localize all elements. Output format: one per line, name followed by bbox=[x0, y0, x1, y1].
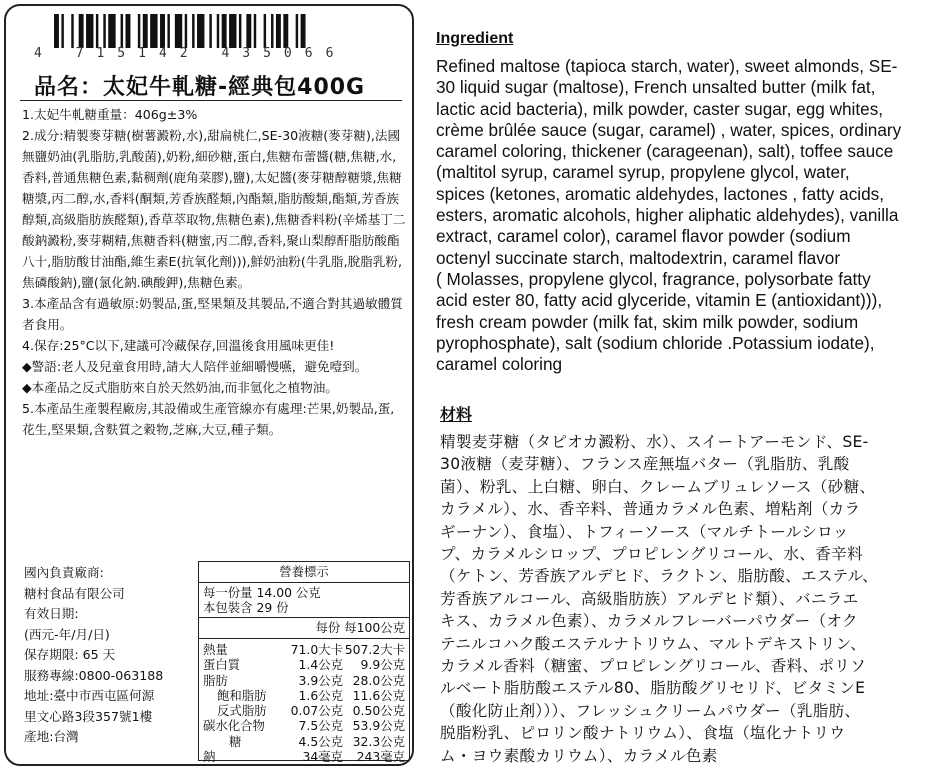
nutrition-row bbox=[199, 718, 409, 733]
japanese-heading: 材料 bbox=[440, 405, 473, 424]
ingredient-heading: Ingredient bbox=[436, 30, 514, 47]
nutrient-per-serving: 1.6公克 bbox=[298, 687, 343, 703]
barcode-bar bbox=[276, 14, 281, 48]
maker-line: 地址:臺中市西屯區何源 bbox=[24, 688, 155, 703]
maker-line: 保存期限: 65 天 bbox=[24, 647, 116, 662]
nutrition-row bbox=[199, 642, 409, 657]
barcode-bar bbox=[296, 14, 298, 48]
nutrient-per-serving: 3.9公克 bbox=[298, 672, 343, 688]
japanese-ingredient-line: ギーナン）、食塩）、トフィーソース（マルチトールシロッ bbox=[440, 522, 849, 541]
nutrient-per-serving: 4.5公克 bbox=[298, 733, 343, 749]
barcode-bar bbox=[96, 14, 98, 48]
nutrition-row bbox=[199, 673, 409, 688]
japanese-ingredient-line: キス、カラメル色素）、カラメルフレーバーパウダー（オク bbox=[440, 612, 858, 631]
nutrient-per-serving: 71.0大卡 bbox=[290, 642, 343, 657]
label-item-allergens: 3.本產品含有過敏原:奶製品,蛋,堅果類及其製品,不適合對其過敏體質者食用。 bbox=[22, 296, 403, 332]
ingredient-line: caramel coloring bbox=[436, 354, 563, 375]
japanese-ingredient-line: 30液糖（麦芽糖）、フランス産無塩バター（乳脂肪、乳酸 bbox=[440, 455, 850, 474]
nutrition-row bbox=[199, 749, 409, 764]
nutrition-row bbox=[199, 657, 409, 672]
barcode-bar bbox=[86, 14, 93, 48]
nutrient-name: 碳水化合物 bbox=[203, 718, 265, 734]
japanese-ingredient-line: 菌）、粉乳、上白糖、卵白、クレームブリュレソース（砂糖、 bbox=[440, 477, 876, 496]
barcode-bar bbox=[54, 14, 59, 48]
nutrition-column-header: 每份 每100公克 bbox=[199, 618, 409, 639]
barcode-bar bbox=[121, 14, 123, 48]
barcode-bar bbox=[103, 14, 105, 48]
ingredient-text bbox=[436, 56, 934, 375]
barcode-bar bbox=[79, 14, 84, 48]
label-item-weight: 1.太妃牛軋糖重量：406g±3% bbox=[22, 107, 198, 122]
nutrient-per-serving: 34毫克 bbox=[302, 749, 343, 765]
nutrient-per-100g: 53.9公克 bbox=[352, 718, 405, 734]
nutrient-name: 糖 bbox=[229, 733, 242, 749]
barcode-bar bbox=[185, 14, 187, 48]
barcode-bar bbox=[108, 14, 115, 48]
nutrition-row bbox=[199, 688, 409, 703]
japanese-ingredient-text bbox=[440, 431, 934, 767]
barcode-bar bbox=[246, 14, 251, 48]
nutrition-title: 營養標示 bbox=[199, 562, 409, 583]
nutrition-table bbox=[198, 561, 410, 765]
ingredient-line: Refined maltose (tapioca starch, water), sweet almonds, SE- bbox=[436, 56, 898, 76]
label-item-facility: 5.本產品生產製程廠房,其設備或生產管線亦有處理:芒果,奶製品,蛋,花生,堅果類,含麩質之穀物,芝麻,大豆,種子類。 bbox=[22, 401, 395, 437]
nutrient-name: 脂肪 bbox=[203, 672, 228, 688]
nutrition-rows bbox=[199, 639, 409, 764]
nutrient-per-100g: 32.3公克 bbox=[352, 733, 405, 749]
barcode-bar bbox=[229, 14, 236, 48]
maker-line: 里文心路3段357號1樓 bbox=[24, 708, 153, 724]
serving-size: 每一份量 14.00 公克 bbox=[203, 585, 321, 600]
ingredient-line: caramel coloring, thickener (carageenan), salt), toffee sauce bbox=[436, 141, 894, 162]
japanese-ingredient-line: テニルコハク酸エステルナトリウム、マルトデキストリン、 bbox=[440, 634, 867, 653]
japanese-ingredient-line: 芳香族アルコール、高級脂肪族）アルデヒド類）、バニラエ bbox=[440, 589, 859, 608]
barcode-image bbox=[54, 14, 308, 48]
nutrient-per-serving: 7.5公克 bbox=[298, 718, 343, 734]
ingredient-line: esters, aromatic alcohols, higher aliphatic aldehydes), vanilla bbox=[436, 205, 899, 226]
nutrient-per-100g: 28.0公克 bbox=[352, 672, 405, 688]
barcode-bar bbox=[239, 14, 241, 48]
ingredient-line: ( Molasses, propylene glycol, fragrance, polysorbate fatty bbox=[436, 268, 871, 289]
nutrient-per-serving: 1.4公克 bbox=[298, 657, 343, 673]
nutrient-per-100g: 507.2大卡 bbox=[344, 642, 405, 657]
label-item-ingredients: 2.成分:精製麥芽糖(樹薯澱粉,水),甜扁桃仁,SE-30液糖(麥芽糖),法國無鹽奶油(乳脂肪,乳酸菌),奶粉,細砂糖,蛋白,焦糖布蕾醬(糖,焦糖,水,香料,普通焦糖色素,黏稠劑(鹿角菜膠),鹽),太妃醬(麥芽糖醇糖漿,焦糖糖漿,丙二醇,水,香料(酮類,芳香族醛類,內酯類,脂肪酸類,酯類,芳香族醇類,高級脂肪族醛類),香草萃取物,焦糖色素),焦糖香料粉(辛烯基丁二酸鈉澱粉,麥芽糊精,焦糖香料(糖蜜,丙二醇,香料,聚山梨醇酐脂肪酸酯八十,脂肪酸甘油酯,維生素E(抗氧化劑))),鮮奶油粉(牛乳脂,脫脂乳粉,焦磷酸鈉),鹽(氯化鈉.碘酸鉀),焦糖色素。 bbox=[22, 128, 406, 290]
nutrient-name: 熱量 bbox=[203, 642, 228, 657]
barcode-bar bbox=[61, 14, 63, 48]
ingredient-line: 30 liquid sugar (maltose), French unsalted butter (milk fat, bbox=[436, 77, 876, 98]
japanese-ingredient-line: 精製麦芽糖（タピオカ澱粉、水）、スイートアーモンド、SE- bbox=[440, 433, 869, 451]
servings-per-package: 本包裝含 29 份 bbox=[203, 600, 289, 615]
ingredient-line: spices (ketones, aromatic aldehydes, lactones , fatty acids, bbox=[436, 183, 885, 204]
barcode-digits: 4 715142 435066 bbox=[34, 46, 347, 61]
japanese-ingredient-line: プ、カラメルシロップ、プロピレングリコール、水、香辛料 bbox=[440, 545, 863, 564]
label-items bbox=[22, 104, 406, 440]
maker-info bbox=[24, 563, 194, 748]
nutrition-serving bbox=[199, 583, 409, 618]
nutrient-per-100g: 11.6公克 bbox=[352, 687, 405, 703]
nutrient-per-100g: 9.9公克 bbox=[360, 657, 405, 673]
barcode-bar bbox=[217, 14, 219, 48]
barcode-bar bbox=[160, 14, 165, 48]
japanese-ingredient-line: カラメル）、水、香辛料、普通カラメル色素、増粘剤（カラ bbox=[440, 500, 861, 519]
nutrient-name: 反式脂肪 bbox=[217, 703, 267, 719]
nutrient-per-100g: 0.50公克 bbox=[352, 703, 405, 719]
label-item-warning: ◆警語:老人及兒童食用時,請大人陪伴並細嚼慢嚥，避免噎到。 bbox=[22, 359, 368, 374]
barcode-bar bbox=[150, 14, 157, 48]
barcode-bar bbox=[175, 14, 182, 48]
japanese-ingredient-line: （酸化防止剤）））、フレッシュクリームパウダー（乳脂肪、 bbox=[440, 701, 861, 720]
maker-line: 有效日期: bbox=[24, 606, 79, 621]
ingredient-line: acid ester 80, fatty acid glyceride, vitamin E (antioxidant))), bbox=[436, 290, 883, 311]
ingredient-line: (maltitol syrup, caramel syrup, propylene glycol, water, bbox=[436, 162, 850, 183]
product-label bbox=[4, 4, 414, 766]
japanese-ingredient-line: 脱脂粉乳、ピロリン酸ナトリウム）、食塩（塩化ナトリウ bbox=[440, 724, 846, 743]
barcode-bar bbox=[254, 14, 256, 48]
barcode-bar bbox=[126, 14, 131, 48]
nutrient-name: 蛋白質 bbox=[203, 657, 241, 673]
barcode-bar bbox=[197, 14, 204, 48]
barcode-bar bbox=[271, 14, 273, 48]
barcode-bar bbox=[71, 14, 73, 48]
ingredient-line: fresh cream powder (milk fat, skim milk powder, sodium bbox=[436, 311, 859, 332]
barcode-bar bbox=[143, 14, 148, 48]
ingredient-line: lactic acid bacteria), milk powder, caster sugar, egg whites, bbox=[436, 98, 884, 119]
japanese-ingredient-line: カラメル香料（糖蜜、プロピレングリコール、香料、ポリソ bbox=[440, 657, 867, 676]
label-item-storage: 4.保存:25°C以下,建議可冷藏保存,回溫後食用風味更佳! bbox=[22, 338, 335, 353]
japanese-ingredient-line: ルベート脂肪酸エステル80、脂肪酸グリセリド、ビタミンE bbox=[440, 679, 866, 698]
nutrient-per-serving: 0.07公克 bbox=[290, 703, 343, 719]
barcode-bar bbox=[192, 14, 194, 48]
ingredient-line: octenyl succinate starch, maltodextrin, caramel flavor bbox=[436, 247, 841, 268]
japanese-ingredient-line: （ケトン、芳香族アルデヒド、ラクトン、脂肪酸、エステル、 bbox=[440, 567, 879, 586]
product-title: 品名：太妃牛軋糖-經典包400G bbox=[34, 75, 366, 100]
barcode-bar bbox=[222, 14, 227, 48]
nutrient-per-100g: 243毫克 bbox=[356, 749, 405, 765]
ingredient-line: pyrophosphate), salt (sodium chloride .Potassium iodate), bbox=[436, 332, 875, 353]
ingredient-line: extract, caramel color), caramel flavor powder (sodium bbox=[436, 226, 851, 247]
label-item-trans-fat: ◆本產品之反式脂肪來自於天然奶油,而非氫化之植物油。 bbox=[22, 380, 338, 395]
barcode-bar bbox=[301, 14, 306, 48]
maker-line: (西元-年/月/日) bbox=[24, 626, 110, 642]
maker-line: 服務專線:0800-063188 bbox=[24, 667, 164, 683]
ingredient-line: crème brûlée sauce (sugar, caramel) , water, spices, ordinary bbox=[436, 119, 902, 140]
barcode-bar bbox=[138, 14, 140, 48]
maker-line: 國內負責廠商: bbox=[24, 565, 104, 580]
nutrient-name: 鈉 bbox=[203, 749, 216, 765]
nutrient-name: 飽和脂肪 bbox=[217, 687, 267, 703]
title-divider bbox=[20, 100, 402, 101]
barcode-bar bbox=[264, 14, 266, 48]
barcode-bar bbox=[283, 14, 288, 48]
nutrition-row bbox=[199, 734, 409, 749]
maker-line: 糖村食品有限公司 bbox=[24, 585, 125, 601]
japanese-ingredient-line: ム・ヨウ素酸カリウム）、カラメル色素 bbox=[440, 746, 718, 765]
maker-line: 產地:台灣 bbox=[24, 729, 79, 744]
nutrition-row bbox=[199, 703, 409, 718]
barcode-bar bbox=[209, 14, 211, 48]
barcode-bar bbox=[167, 14, 169, 48]
